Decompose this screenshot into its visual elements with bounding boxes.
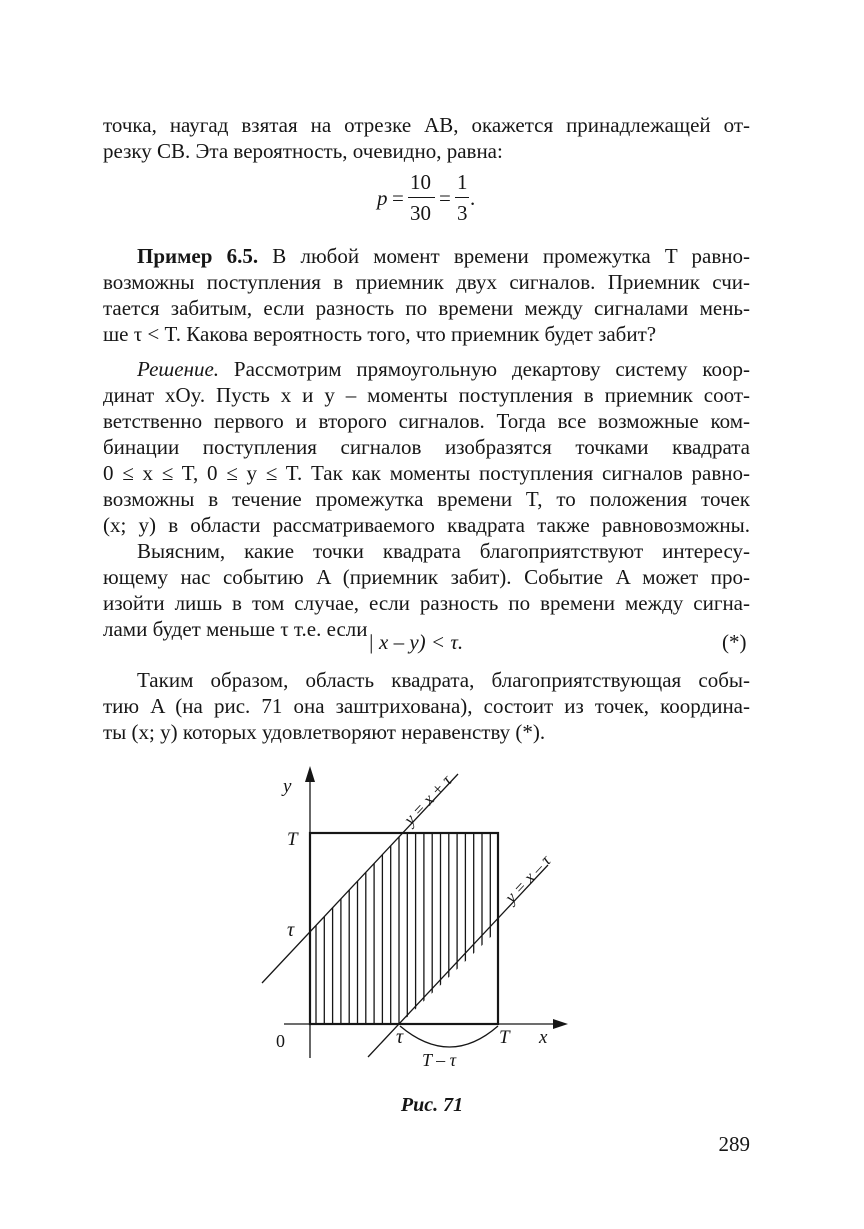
label-brace: T – τ (422, 1050, 457, 1070)
text-line: Таким образом, область квадрата, благоприятствующая собы- (137, 668, 750, 692)
equation-tag: (*) (722, 630, 747, 654)
text-line: динат xOy. Пусть x и y – моменты поступления в приемник соот- (103, 383, 750, 407)
formula-period: . (470, 186, 476, 210)
text-line: ющему нас событию A (приемник забит). Событие A может про- (103, 565, 750, 589)
label-origin: 0 (276, 1031, 285, 1051)
text-line: тается забитым, если разность по времени между сигналами мень- (103, 296, 750, 320)
formula-p: p (377, 186, 388, 210)
text-line: точка, наугад взятая на отрезке AB, окажется принадлежащей от- (103, 113, 750, 137)
formula-denominator: 3 (457, 201, 468, 225)
text-line: 0 ≤ x ≤ T, 0 ≤ y ≤ T. Так как моменты поступления сигналов равно- (103, 461, 750, 485)
inequality: | x – y) < τ. (368, 630, 464, 654)
formula-denominator: 30 (410, 201, 431, 225)
text-line: бинации поступления сигналов изобразятся точками квадрата (103, 435, 750, 459)
label-line-upper: y = x + τ (400, 771, 456, 829)
text-line: ше τ < T. Какова вероятность того, что приемник будет забит? (103, 322, 657, 346)
text-line: ты (x; y) которых удовлетворяют неравенству (*). (103, 720, 546, 744)
square-region (310, 833, 498, 1024)
label-T-left: T (287, 829, 298, 850)
solution-label: Решение. (137, 357, 220, 381)
label-tau-bottom: τ (396, 1026, 404, 1048)
text-span: В любой момент времени промежутка T равно- (258, 244, 750, 268)
x-axis-arrow (553, 1019, 568, 1029)
hatch-lines (316, 830, 490, 1026)
label-x: x (539, 1027, 548, 1048)
text-line: возможны поступления в приемник двух сигналов. Приемник счи- (103, 270, 750, 294)
figure-caption: Рис. 71 (400, 1094, 464, 1116)
formula-equals: = (439, 186, 451, 210)
text-line: лами будет меньше τ т.е. если (103, 617, 368, 641)
text-span: Рассмотрим прямоугольную декартову систему коор- (219, 357, 750, 381)
label-tau-left: τ (287, 919, 295, 941)
label-T-bottom: T (499, 1027, 510, 1048)
example-title: Пример 6.5. (137, 244, 259, 268)
brace-arc (400, 1026, 498, 1047)
text-line: тию A (на рис. 71 она заштрихована), состоит из точек, координа- (103, 694, 750, 718)
text-line: возможны в течение промежутка времени T, то положения точек (103, 487, 750, 511)
text-line: изойти лишь в том случае, если разность по времени между сигна- (103, 591, 750, 615)
text-line: ветственно первого и второго сигналов. Тогда все возможные ком- (103, 409, 750, 433)
text-line: Выясним, какие точки квадрата благоприятствуют интересу- (137, 539, 750, 563)
label-y: y (283, 776, 292, 797)
formula-equals: = (392, 186, 404, 210)
text-line: резку CB. Эта вероятность, очевидно, равна: (103, 139, 503, 163)
label-line-lower: y = x – τ (501, 851, 555, 907)
y-axis-arrow (305, 766, 315, 782)
formula-numerator: 10 (410, 170, 431, 194)
formula-numerator: 1 (457, 170, 468, 194)
text-line: (x; y) в области рассматриваемого квадрата также равновозможны. (103, 513, 750, 537)
page-number: 289 (718, 1132, 750, 1156)
